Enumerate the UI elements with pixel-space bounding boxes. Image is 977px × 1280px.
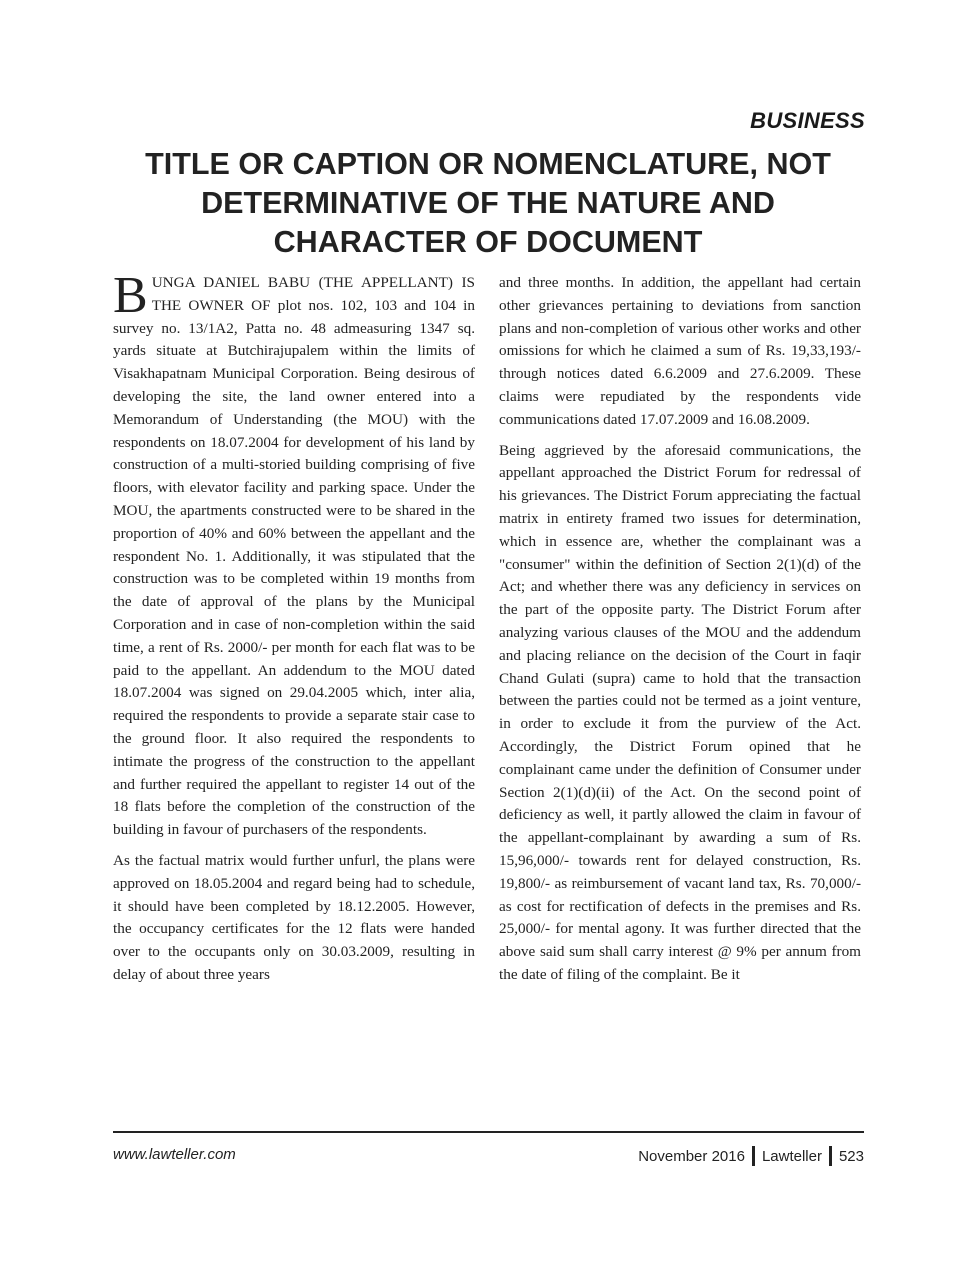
paragraph: and three months. In addition, the appellant had certain other grievances pertaining to deviations from sanction plans and non-completion of various other works and other omissions for which he claimed a sum of Rs. 19,33,193/- through notices dated 6.6.2009 and 27.6.2009. These claims were repudiated by the respondents vide communications dated 17.07.2009 and 16.08.2009. (499, 274, 861, 428)
footer-website-link[interactable]: www.lawteller.com (113, 1146, 236, 1163)
title-line: TITLE OR CAPTION OR NOMENCLATURE, NOT (145, 147, 831, 181)
footer-meta (638, 1146, 864, 1166)
page-number: 523 (838, 1147, 864, 1165)
title-line: CHARACTER OF DOCUMENT (273, 225, 703, 259)
section-label: BUSINESS (750, 108, 865, 133)
paragraph: Being aggrieved by the aforesaid communications, the appellant approached the District Forum for redressal of his grievances. The District Forum appreciating the factual matrix in entirety framed two issues for determination, which in essence are, whether the complainant was a "consumer" within the definition of Section 2(1)(d) of the Act; and whether there was any deficiency in services on the part of the opposite party. The District Forum after analyzing various clauses of the MOU and the addendum and placing reliance on the decision of the Court in faqir Chand Gulati (supra) came to hold that the transaction between the parties could not be termed as a joint venture, in order to exclude it from the purview of the Act. Accordingly, the District Forum opined that he complainant came under the definition of Consumer under Section 2(1)(d)(ii) of the Act. On the second point of deficiency as well, it partly allowed the claim in favour of the appellant-complainant by awarding a sum of Rs. 15,96,000/- towards rent for delayed construction, Rs. 19,800/- as reimbursement of vacant land tax, Rs. 70,000/- as cost for rectification of defects in the premises and Rs. 25,000/- for mental agony. It was further directed that the above said sum shall carry interest @ 9% per annum from the date of filing of the complaint. Be it (499, 441, 861, 983)
paragraph: As the factual matrix would further unfurl, the plans were approved on 18.05.2004 and regard being had to schedule, it should have been completed by 18.12.2005. However, the occupancy certificates for the 12 flats were handed over to the occupants only on 30.03.2009, resulting in delay of about three years (113, 851, 475, 983)
paragraph (113, 267, 475, 842)
paragraph-text: UNGA DANIEL BABU (THE APPELLANT) IS THE OWNER OF plot nos. 102, 103 and 104 in survey no. 13/1A2, Patta no. 48 admeasuring 1347 sq. yards situate at Butchirajupalem within the limits of Visakhapatnam Municipal Corporation. Being desirous of developing the site, the land owner entered into a Memorandum of Understanding (the MOU) with the respondents on 18.07.2004 for development of his land by construction of a multi-storied building comprising of five floors, with elevator facility and parking space. Under the MOU, the apartments constructed were to be shared in the proportion of 40% and 60% between the appellant and the respondent No. 1. Additionally, it was stipulated that the construction was to be completed within 19 months from the date of approval of the plans by the Municipal Corporation and in case of non-completion within the said time, a rent of Rs. 2000/- per month for each flat was to be paid to the appellant. An addendum to the MOU dated 18.07.2004 was signed on 29.04.2005 which, inter alia, required the respondents to provide a separate stair case to the ground floor. It also required the respondents to intimate the progress of the construction to the appellant and further required the appellant to register 14 out of the 18 flats before the completion of the construction of the building in favour of purchasers of the respondents. (113, 274, 475, 839)
separator (752, 1146, 755, 1166)
title-line: DETERMINATIVE OF THE NATURE AND (201, 186, 775, 220)
article-title (112, 145, 864, 262)
right-column (499, 272, 861, 995)
drop-cap: B (113, 267, 148, 324)
publication-name: Lawteller (761, 1147, 822, 1165)
left-column (113, 267, 475, 995)
footer-divider (113, 1131, 864, 1133)
separator (829, 1146, 832, 1166)
issue-date: November 2016 (638, 1147, 745, 1165)
